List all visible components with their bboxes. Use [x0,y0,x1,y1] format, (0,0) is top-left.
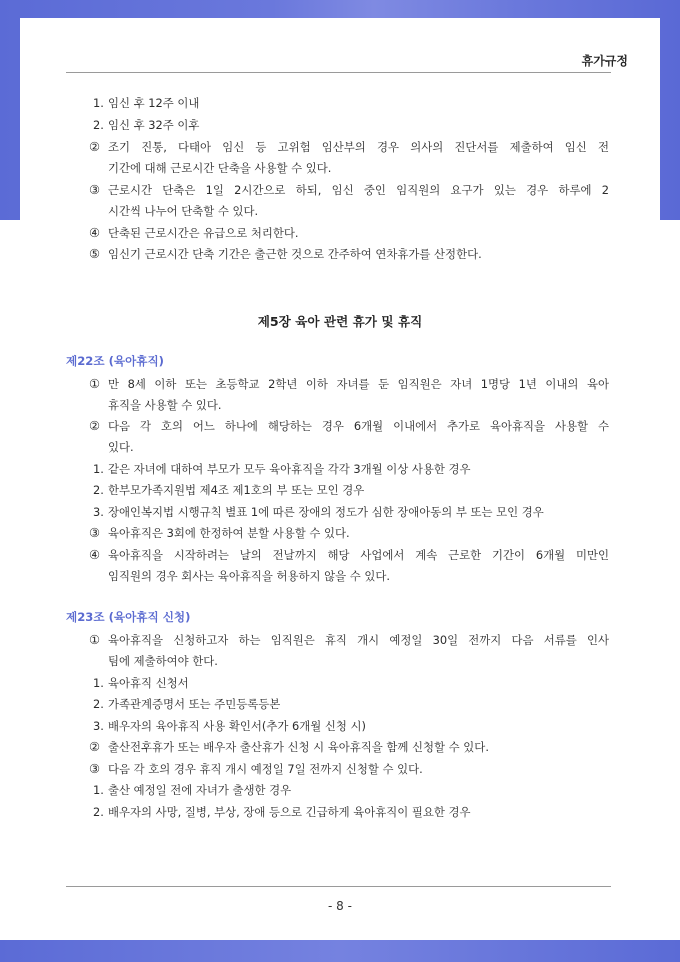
item-marker: 2. [93,697,104,711]
list-item: 만 8세 이하 또는 초등학교 2학년 이하 자녀를 둔 임직원은 자녀 1명당 1년 이내의 육아 [108,377,609,391]
item-marker: ④ [89,547,101,562]
list-item: 임신 후 32주 이후 [108,118,200,132]
item-marker: ② [89,418,101,433]
item-marker: ③ [89,525,101,540]
list-item-continuation: 팀에 제출하여야 한다. [108,654,218,668]
header-title: 휴가규정 [581,54,628,68]
item-marker: 1. [93,676,104,690]
header-divider [66,72,611,73]
list-item: 한부모가족지원법 제4조 제1호의 부 또는 모인 경우 [108,483,365,497]
item-marker: 2. [93,118,104,132]
article-22-heading: 제22조 (육아휴직) [66,354,164,368]
item-marker: 3. [93,505,104,519]
list-item: 출산 예정일 전에 자녀가 출생한 경우 [108,783,292,797]
list-item: 배우자의 육아휴직 사용 확인서(추가 6개월 신청 시) [108,719,366,733]
item-marker: ① [89,376,101,391]
bottom-decorative-band [0,940,680,962]
list-item-continuation: 시간씩 나누어 단축할 수 있다. [108,204,259,218]
list-item: 같은 자녀에 대하여 부모가 모두 육아휴직을 각각 3개월 이상 사용한 경우 [108,462,471,476]
list-item: 조기 진통, 다태아 임신 등 고위험 임산부의 경우 의사의 진단서를 제출하여 임신 전 [108,140,609,154]
item-marker: 2. [93,483,104,497]
item-marker: ① [89,632,101,647]
list-item: 임신 후 12주 이내 [108,96,200,110]
list-item-continuation: 임직원의 경우 회사는 육아휴직을 허용하지 않을 수 있다. [108,569,391,583]
list-item: 배우자의 사망, 질병, 부상, 장애 등으로 긴급하게 육아휴직이 필요한 경우 [108,805,471,819]
item-marker: ③ [89,761,101,776]
list-item-continuation: 있다. [108,440,134,454]
item-marker: ② [89,739,101,754]
article-23-heading: 제23조 (육아휴직 신청) [66,610,191,624]
chapter-title: 제5장 육아 관련 휴가 및 휴직 [257,314,423,329]
list-item: 출산전후휴가 또는 배우자 출산휴가 신청 시 육아휴직을 함께 신청할 수 있다. [108,740,489,754]
list-item: 육아휴직은 3회에 한정하여 분할 사용할 수 있다. [108,526,350,540]
list-item: 임신기 근로시간 단축 기간은 출근한 것으로 간주하여 연차휴가를 산정한다. [108,247,482,261]
item-marker: 1. [93,96,104,110]
list-item: 육아휴직 신청서 [108,676,189,690]
document-page [20,18,660,940]
list-item: 육아휴직을 시작하려는 날의 전날까지 해당 사업에서 계속 근로한 기간이 6개월 미만인 [108,548,609,562]
list-item: 가족관계증명서 또는 주민등록등본 [108,697,281,711]
item-marker: 1. [93,462,104,476]
item-marker: 2. [93,805,104,819]
item-marker: 3. [93,719,104,733]
footer-divider [66,886,611,887]
item-marker: ⑤ [89,246,101,261]
item-marker: ④ [89,225,101,240]
page-number: - 8 - [328,899,352,913]
list-item: 육아휴직을 신청하고자 하는 임직원은 휴직 개시 예정일 30일 전까지 다음 서류를 인사 [108,633,609,647]
list-item: 장애인복지법 시행규칙 별표 1에 따른 장애의 정도가 심한 장애아동의 부 또는 모인 경우 [108,505,544,519]
item-marker: 1. [93,783,104,797]
list-item: 다음 각 호의 어느 하나에 해당하는 경우 6개월 이내에서 추가로 육아휴직을 사용할 수 [108,419,609,433]
list-item: 다음 각 호의 경우 휴직 개시 예정일 7일 전까지 신청할 수 있다. [108,762,423,776]
item-marker: ③ [89,182,101,197]
list-item-continuation: 휴직을 사용할 수 있다. [108,398,222,412]
list-item: 근로시간 단축은 1일 2시간으로 하되, 임신 중인 임직원의 요구가 있는 경우 하루에 2 [108,183,609,197]
list-item: 단축된 근로시간은 유급으로 처리한다. [108,226,299,240]
list-item-continuation: 기간에 대해 근로시간 단축을 사용할 수 있다. [108,161,332,175]
item-marker: ② [89,139,101,154]
